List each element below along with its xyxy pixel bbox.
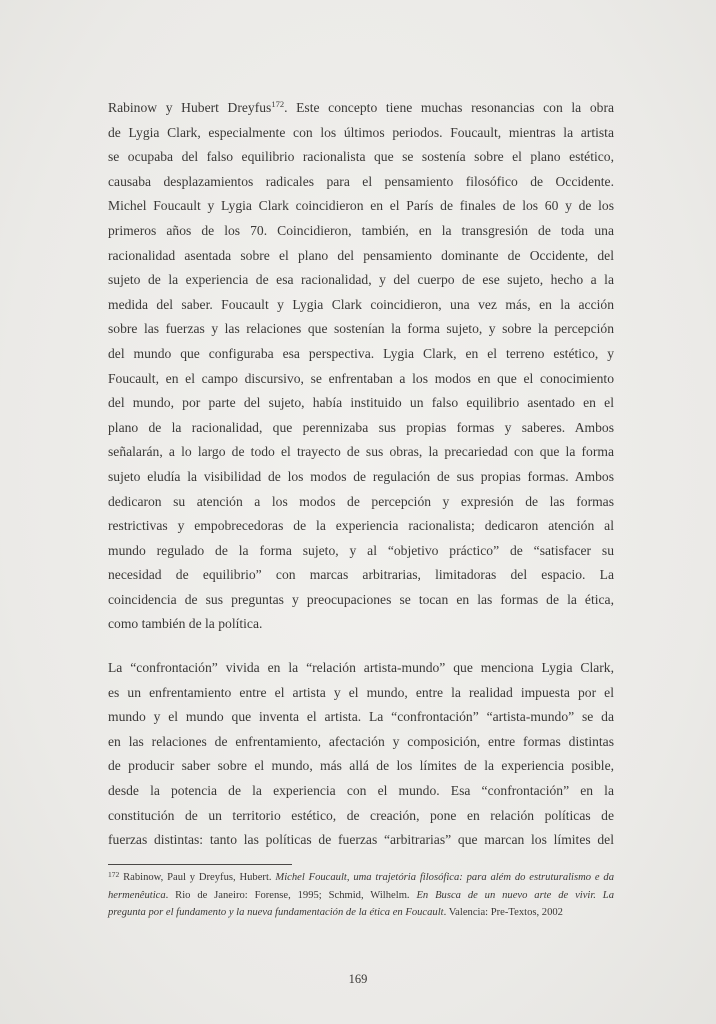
text-line: fuerzas distintas: tanto las políticas de fuerzas “arbitrarias” que marcan los límites del bbox=[108, 832, 614, 848]
footnote bbox=[108, 869, 614, 922]
text-line: medida del saber. Foucault y Lygia Clark coincidieron, una vez más, en la acción bbox=[108, 296, 614, 312]
text-line: desde la potencia de la experiencia con el mundo. Esa “confrontación” en la bbox=[108, 783, 614, 799]
text-line: coincidencia de sus preguntas y preocupaciones se tocan en las formas de la ética, bbox=[108, 591, 614, 607]
footnote-line: pregunta por el fundamento y la nueva fundamentación de la ética en Foucault. Valencia: Pre-Textos, 2002 bbox=[108, 907, 563, 918]
text-line: se ocupaba del falso equilibrio racionalista que se sostenía sobre el plano estético, bbox=[108, 149, 614, 165]
footnote-number: 172 bbox=[108, 870, 120, 879]
footnote-line: $^{172}$ Rabinow, Paul y Dreyfus, Hubert. Michel Foucault, uma trajetória filosófica: para além do estruturalismo e da bbox=[108, 870, 615, 883]
text-line: mundo regulado de la forma sujeto, y al “objetivo práctico” de “satisfacer su bbox=[108, 542, 614, 558]
paragraph-2 bbox=[108, 656, 614, 853]
text-line: causaba desplazamientos radicales para el pensamiento filosófico de Occidente. bbox=[108, 173, 614, 189]
text-line: dedicaron su atención a los modos de percepción y expresión de las formas bbox=[108, 493, 614, 509]
footnote-divider bbox=[108, 864, 292, 865]
text-line: en las relaciones de enfrentamiento, afectación y composición, entre formas distintas bbox=[108, 733, 614, 749]
footnote-line: hermenêutica. Rio de Janeiro: Forense, 1995; Schmid, Wilhelm. En Busca de un nuevo arte de vivir. La bbox=[108, 889, 614, 901]
text-line: sobre las fuerzas y las relaciones que sostenían la forma sujeto, y sobre la percepción bbox=[108, 321, 614, 337]
text-line: mundo y el mundo que inventa el artista. La “confrontación” “artista-mundo” se da bbox=[108, 709, 614, 725]
text-line: La “confrontación” vivida en la “relación artista-mundo” que menciona Lygia Clark, bbox=[108, 660, 614, 676]
text-line: como también de la política. bbox=[108, 616, 263, 632]
text-line: sujeto de la experiencia de esa racionalidad, y del cuerpo de ese sujeto, hecho a la bbox=[108, 272, 614, 288]
text-line: del mundo que configuraba esa perspectiva. Lygia Clark, en el terreno estético, y bbox=[108, 345, 614, 361]
text-line: del mundo, por parte del sujeto, había instituido un falso equilibrio asentado en el bbox=[108, 395, 614, 411]
text-line: necesidad de equilibrio” con marcas arbitrarias, limitadoras del espacio. La bbox=[108, 567, 614, 583]
text-line: primeros años de los 70. Coincidieron, también, en la transgresión de toda una bbox=[108, 222, 614, 238]
text-line: restrictivas y empobrecedoras de la experiencia racionalista; dedicaron atención al bbox=[108, 518, 614, 534]
text-line: de producir saber sobre el mundo, más allá de los límites de la experiencia posible, bbox=[108, 758, 614, 774]
footnote-marker: 172 bbox=[271, 99, 285, 109]
text-line: plano de la racionalidad, que perennizaba sus propias formas y saberes. Ambos bbox=[108, 419, 614, 435]
body-text bbox=[108, 96, 614, 853]
text-line: racionalidad asentada sobre el plano del pensamiento dominante de Occidente, del bbox=[108, 247, 614, 263]
text-line: Foucault, en el campo discursivo, se enfrentaban a los modos en que el conocimiento bbox=[108, 370, 614, 386]
page-number: 169 bbox=[348, 972, 368, 986]
text-line: de Lygia Clark, especialmente con los últimos periodos. Foucault, mientras la artista bbox=[108, 124, 614, 140]
text-line: Michel Foucault y Lygia Clark coincidieron en el París de finales de los 60 y de los bbox=[108, 198, 614, 214]
text-line: es un enfrentamiento entre el artista y el mundo, entre la realidad impuesta por el bbox=[108, 684, 614, 700]
text-line: sujeto eludía la visibilidad de los modos de regulación de sus propias formas. Ambos bbox=[108, 468, 614, 484]
text-line: constitución de un territorio estético, de creación, pone en relación políticas de bbox=[108, 807, 614, 823]
paragraph-1 bbox=[108, 96, 614, 637]
text-line: señalarán, a lo largo de todo el trayecto de sus obras, la precariedad con que la forma bbox=[108, 444, 614, 460]
text-line: Rabinow y Hubert Dreyfus$^{172}$. Este concepto tiene muchas resonancias con la obra bbox=[108, 99, 615, 115]
